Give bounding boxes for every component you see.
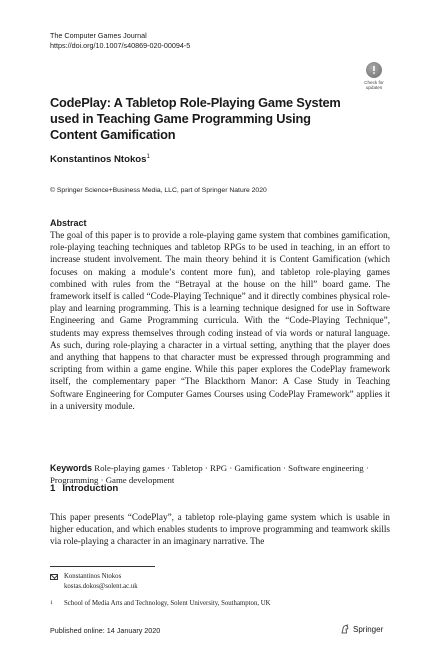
footnote-affiliation [50, 600, 271, 607]
envelope-icon [50, 574, 58, 580]
footnote-contact [50, 572, 138, 591]
springer-horse-icon [340, 624, 350, 634]
article-title: CodePlay: A Tabletop Role-Playing Game System used in Teaching Game Programming Using Content Gamification [50, 95, 341, 142]
section-number: 1 [50, 483, 56, 494]
section-title: Introduction [62, 483, 119, 494]
check-updates-icon [366, 62, 382, 78]
affiliation-text: School of Media Arts and Technology, Solent University, Southampton, UK [64, 600, 271, 607]
publisher-name: Springer [353, 624, 384, 634]
doi-link[interactable]: https://doi.org/10.1007/s40869-020-00094-5 [50, 41, 191, 50]
journal-name: The Computer Games Journal [50, 31, 147, 40]
journal-header [50, 31, 190, 51]
affiliation-marker: 1 [50, 600, 53, 606]
introduction-text: This paper presents “CodePlay”, a tabletop role-playing game system which is usable in higher education, and which enables students to improve programming and teamwork skills via role-playing a character in an imaginary narrative. The [50, 512, 390, 547]
published-date: Published online: 14 January 2020 [50, 626, 161, 635]
footnote-divider [50, 566, 155, 567]
keywords-label: Keywords [50, 463, 93, 473]
badge-label: Check for updates [364, 80, 384, 90]
section-heading [50, 483, 118, 494]
contact-email[interactable]: kostas.dokos@solent.ac.uk [64, 582, 138, 590]
abstract-text: The goal of this paper is to provide a role-playing game system that combines gamification, role-playing teaching techniques and tabletop RPGs to be used in teaching, in an effort to increase student involvement. The main theory behind it is Content Gamification (which focuses on making a module’s content more fun), and tabletop role-playing games combined with rules from the “Betrayal at the house on the hill” board game. The framework itself is called “Code-Playing Technique” and it directly combines physical role-play and learning programming. This is a learning technique designed for use in Software Engineering and Game Programming curricula. With the “Code-Playing Technique”, students may express themselves through coding instead of via words or natural language. As such, during role-playing a character in a virtual setting, anything that the player does and anything that happens to that character must be expressed through programming and scripting from within a game engine. While this paper explores the CodePlay framework itself, the complementary paper “The Blackthorn Manor: A Case Study in Teaching Software Engineering for Computer Games Courses using CodePlay Framework” applies it in a university module. [50, 230, 390, 411]
author-affiliation-marker: 1 [146, 154, 150, 160]
keywords-text: Role-playing games · Tabletop · RPG · Gamification · Software engineering · Programming · Game development [50, 463, 369, 485]
check-for-updates-badge[interactable] [362, 62, 386, 92]
publisher-logo [340, 624, 383, 634]
contact-name: Konstantinos Ntokos [64, 573, 122, 580]
author-name: Konstantinos Ntokos$^1$ [50, 154, 150, 166]
copyright-line: © Springer Science+Business Media, LLC, part of Springer Nature 2020 [50, 187, 267, 194]
abstract-heading: Abstract [50, 218, 87, 228]
